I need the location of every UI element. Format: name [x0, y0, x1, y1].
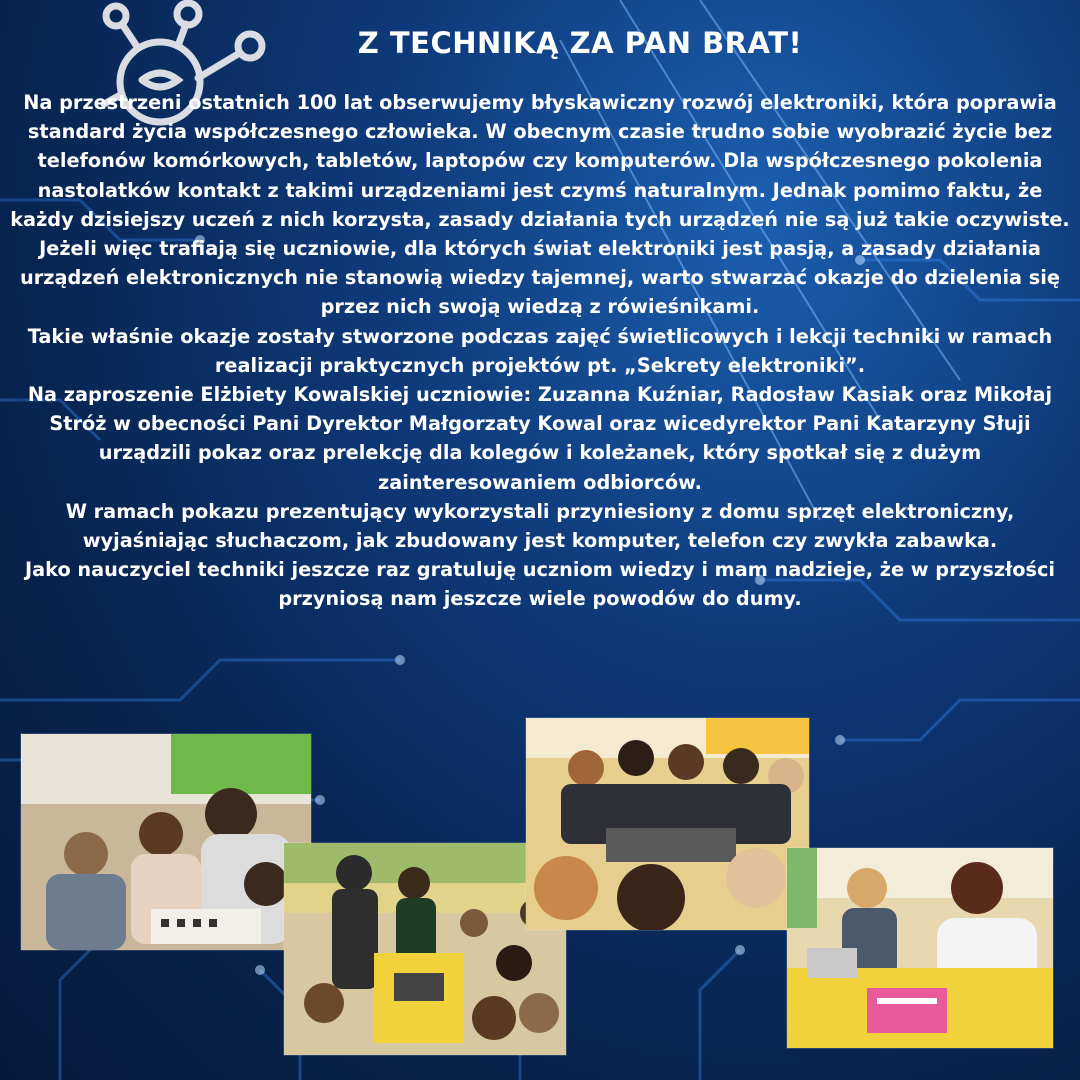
page-title: Z TECHNIKĄ ZA PAN BRAT! — [357, 26, 803, 60]
article-paragraph: Takie właśnie okazje zostały stworzone podczas zajęć świetlicowych i lekcji techniki w ramach realizacji praktycznych projektów pt. „Sekrety elektroniki”. — [27, 324, 1053, 377]
article-paragraph: Jako nauczyciel techniki jeszcze raz gratuluję uczniom wiedzy i mam nadzieje, że w przyszłości przyniosą nam jeszcze wiele powodów do dumy. — [24, 558, 1055, 611]
article-paragraph: Jeżeli więc trafiają się uczniowie, dla których świat elektroniki jest pasją, a zasady działania urządzeń elektronicznych nie stanowią wiedzy tajemnej, warto stwarzać okazje do dzielenia się przez nich swoją wiedzą z rówieśnikami. — [20, 237, 1060, 319]
article-paragraph: Na przestrzeni ostatnich 100 lat obserwujemy błyskawiczny rozwój elektroniki, która poprawia standard życia współczesnego człowieka. W obecnym czasie trudno sobie wyobrazić życie bez telefonów komórkowych, tabletów, laptopów czy komputerów. Dla współczesnego pokolenia nastolatków kontakt z takimi urządzeniami jest czymś naturalnym. Jednak pomimo faktu, że każdy dzisiejszy uczeń z nich korzysta, zasady działania tych urządzeń nie są już takie oczywiste. — [10, 91, 1070, 231]
photo-students-workshop — [20, 733, 312, 951]
article-paragraph: W ramach pokazu prezentujący wykorzystali przyniesiony z domu sprzęt elektroniczny, wyjaśniając słuchaczom, jak zbudowany jest komputer, telefon czy zwykła zabawka. — [65, 499, 1015, 553]
article-paragraph: Na zaproszenie Elżbiety Kowalskiej uczniowie: Zuzanna Kuźniar, Radosław Kasiak oraz Mikołaj Stróż w obecności Pani Dyrektor Małgorzaty Kowal oraz wicedyrektor Pani Katarzyny Słuji urządzili pokaz oraz prelekcję dla kolegów i koleżanek, który spotkał się z dużym zainteresowaniem odbiorców. — [27, 383, 1053, 494]
photo-teacher-with-student — [786, 847, 1054, 1049]
photo-students-around-table — [525, 717, 810, 931]
article-body — [8, 88, 1072, 614]
